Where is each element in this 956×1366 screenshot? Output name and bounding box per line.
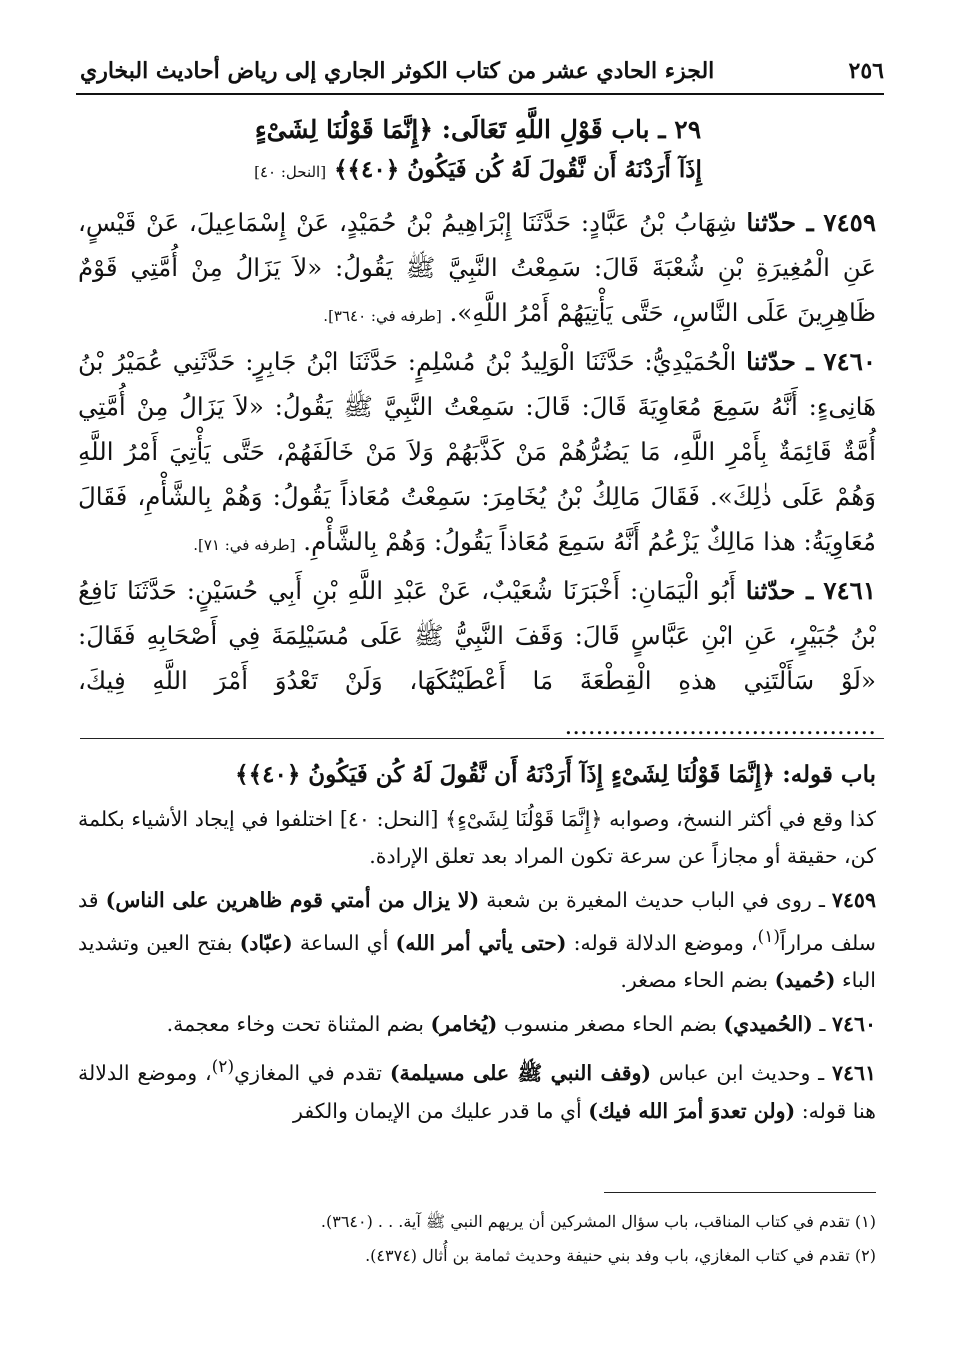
commentary-block (78, 756, 876, 1136)
hadith-lead: ـ حدّثنا (745, 576, 814, 605)
hadith-number: ٧٤٦٠ (823, 347, 877, 376)
commentary-text: ، وموضع الدلالة هنا قوله: (78, 1061, 876, 1123)
commentary-separator (80, 738, 884, 739)
commentary-quote: (حُميد) (774, 968, 836, 993)
commentary-number: ٧٤٥٩ (831, 887, 876, 912)
commentary-text: تقدم في المغازي (234, 1061, 383, 1086)
hadith-number: ٧٤٥٩ (823, 208, 876, 237)
commentary-quote: (وقف النبي ﷺ على مسيلمة) (389, 1061, 652, 1086)
footnote-2 (100, 1239, 876, 1273)
commentary-paragraph-1: كذا وقع في أكثر النسخ، وصوابه ﴿إِنَّمَا قَوْلُنَا لِشَىْءٍ﴾ [النحل: ٤٠] اختلفوا في إيجاد الأشياء بكلمة كن، حقيقة أو مجازاً عن سرعة تكون المراد بعد تعلق الإرادة. (78, 806, 876, 868)
commentary-number: ٧٤٦٠ (831, 1011, 876, 1036)
commentary-text: ، وموضع الدلالة قوله: (573, 930, 758, 955)
hadith-lead: ـ حدّثنا (746, 208, 814, 237)
hadith-tarf: [طرفه في: ٣٦٤٠]. (323, 307, 442, 325)
footnote-1 (100, 1205, 876, 1239)
commentary-quote: (ولن تعدوَ أمرَ الله فيك) (588, 1098, 796, 1123)
commentary-text: قد سلف مراراً (78, 887, 876, 955)
commentary-heading (78, 756, 876, 795)
commentary-paragraph-7461 (78, 1049, 876, 1130)
hadith-text: الْحُمَيْدِيُّ: حَدَّثَنَا الْوَلِيدُ بْنُ مُسْلِمٍ: حَدَّثَنَا ابْنُ جَابِرٍ: حَدَّثَنِي عُمَيْرُ بْنُ هَانِىءٍ: أَنَّهُ سَمِعَ مُعَاوِيَةَ قَالَ: قَالَ: سَمِعْتُ النَّبِيَّ ﷺ يَقُولُ: «لاَ يَزَالُ مِنْ أُمَّتِي أُمَّةٌ قَائِمَةٌ بِأَمْرِ اللَّهِ، مَا يَضُرُّهُمْ مَنْ كَذَّبَهُمْ وَلاَ مَنْ خَالَفَهُمْ، حَتَّى يَأْتِيَ أَمْرُ اللَّهِ وَهُمْ عَلَى ذٰلِكَ». فَقَالَ مَالِكُ بْنُ يُخَامِرَ: سَمِعْتُ مُعَاذاً يَقُولُ: وَهُمْ بِالشَّأْمِ، فَقَالَ مُعَاوِيَةُ: هذا مَالِكٌ يَزْعُمُ أَنَّهُ سَمِعَ مُعَاذاً يَقُولُ: وَهُمْ بِالشَّأْمِ. (78, 347, 876, 556)
hadith-tarf: [طرفه في: ٧١]. (193, 536, 296, 554)
commentary-quote: (حتى يأتي أمر الله) (395, 930, 567, 955)
continuation-dots: ........................................ (564, 711, 876, 740)
hadith-number: ٧٤٦١ (823, 576, 876, 605)
commentary-quote: (عبّاد) (239, 930, 293, 955)
commentary-text: أي ما قدر عليك من الإيمان والكفر (293, 1098, 582, 1123)
running-title: الجزء الحادي عشر من كتاب الكوثر الجاري إلى رياض أحاديث البخاري (80, 58, 715, 84)
hadith-7460 (78, 339, 876, 568)
commentary-text: بضم الحاء مصغر. (620, 968, 769, 993)
chapter-title-line2 (90, 150, 866, 192)
commentary-heading-quote: ﴿إِنَّمَا قَوْلُنَا لِشَىْءٍ إِذَآ أَرَدْنَهُ أَن نَّقُولَ لَهُ كُن فَيَكُونُ ﴿٤٠﴾﴾ (235, 761, 775, 788)
chapter-verse: إِذَآ أَرَدْنَهُ أَن نَّقُولَ لَهُ كُن فَيَكُونُ ﴿٤٠﴾﴾ (334, 156, 702, 183)
commentary-quote: (الحُميدي) (723, 1011, 813, 1036)
footnote-mark: (٢) (854, 1246, 876, 1265)
commentary-text: ـ روى في الباب حديث المغيرة بن شعبة (486, 887, 825, 912)
chapter-title-line1: ٢٩ ـ باب قَوْلِ اللَّهِ تَعَالَى: ﴿إِنَّمَا قَوْلُنَا لِشَىْءٍ (254, 115, 702, 144)
footnote-mark: (١) (854, 1212, 876, 1231)
commentary-quote: (لا يزال من أمتي قوم ظاهرين على الناس) (105, 887, 480, 912)
footnote-marker[interactable]: (١) (757, 927, 781, 947)
footnote-text: تقدم في كتاب المناقب، باب سؤال المشركين أن يريهم النبي ﷺ آية. . . (٣٦٤٠). (320, 1212, 850, 1231)
commentary-heading-lead: باب قوله: (782, 761, 876, 788)
commentary-quote: (يُخامر) (430, 1011, 498, 1036)
hadith-7459 (78, 200, 876, 339)
running-header (80, 52, 884, 90)
commentary-text: بضم الحاء مصغر منسوب (503, 1011, 717, 1036)
commentary-text: ـ وحديث ابن عباس (658, 1061, 825, 1086)
commentary-text: ـ (819, 1011, 826, 1036)
commentary-paragraph-7460 (78, 1006, 876, 1044)
commentary-text: بفتح العين وتشديد الباء (78, 930, 876, 993)
hadith-block (78, 200, 876, 748)
footnote-rule (604, 1192, 876, 1193)
chapter-reference: [النحل: ٤٠] (254, 163, 327, 181)
hadith-7461 (78, 568, 876, 748)
commentary-text: أي الساعة (299, 930, 389, 955)
chapter-heading (90, 110, 866, 192)
page-number: ٢٥٦ (848, 58, 884, 84)
footnote-marker[interactable]: (٢) (211, 1057, 235, 1078)
footnotes (100, 1205, 876, 1273)
hadith-text: شِهَابُ بْنُ عَبَّادٍ: حَدَّثَنَا إِبْرَاهِيمُ بْنُ حُمَيْدٍ، عَنْ إِسْمَاعِيلَ، عَنْ قَيْسٍ، عَنِ الْمُغِيرَةِ بْنِ شُعْبَةَ قَالَ: سَمِعْتُ النَّبِيَّ ﷺ يَقُولُ: «لاَ يَزَالُ مِنْ أُمَّتِي قَوْمٌ ظَاهِرِينَ عَلَى النَّاسِ، حَتَّى يَأْتِيَهُمْ أَمْرُ اللَّهِ». (78, 208, 876, 327)
hadith-lead: ـ حدّثنا (746, 347, 814, 376)
commentary-paragraph-7459 (78, 882, 876, 1000)
footnote-text: تقدم في كتاب المغازي، باب وفد بني حنيفة وحديث ثمامة بن أُثال (٤٣٧٤). (365, 1246, 850, 1265)
commentary-text: بضم المثناة تحت وخاء معجمة. (166, 1011, 424, 1036)
commentary-number: ٧٤٦١ (831, 1061, 876, 1086)
hadith-text: أَبُو الْيَمَانِ: أَخْبَرَنَا شُعَيْبٌ، عَنْ عَبْدِ اللَّهِ بْنِ أَبِي حُسَيْنٍ: حَدَّثَنَا نَافِعُ بْنُ جُبَيْرٍ، عَنِ ابْنِ عَبَّاسٍ قَالَ: وَقَفَ النَّبِيُّ ﷺ عَلَى مُسَيْلِمَةَ فِي أَصْحَابِهِ فَقَالَ: «لَوْ سَأَلْتَنِي هذهِ الْقِطْعَةَ مَا أَعْطَيْتُكَهَا، وَلَنْ تَعْدُوَ أَمْرَ اللَّهِ فِيكَ، (78, 576, 876, 695)
header-rule (76, 93, 884, 95)
